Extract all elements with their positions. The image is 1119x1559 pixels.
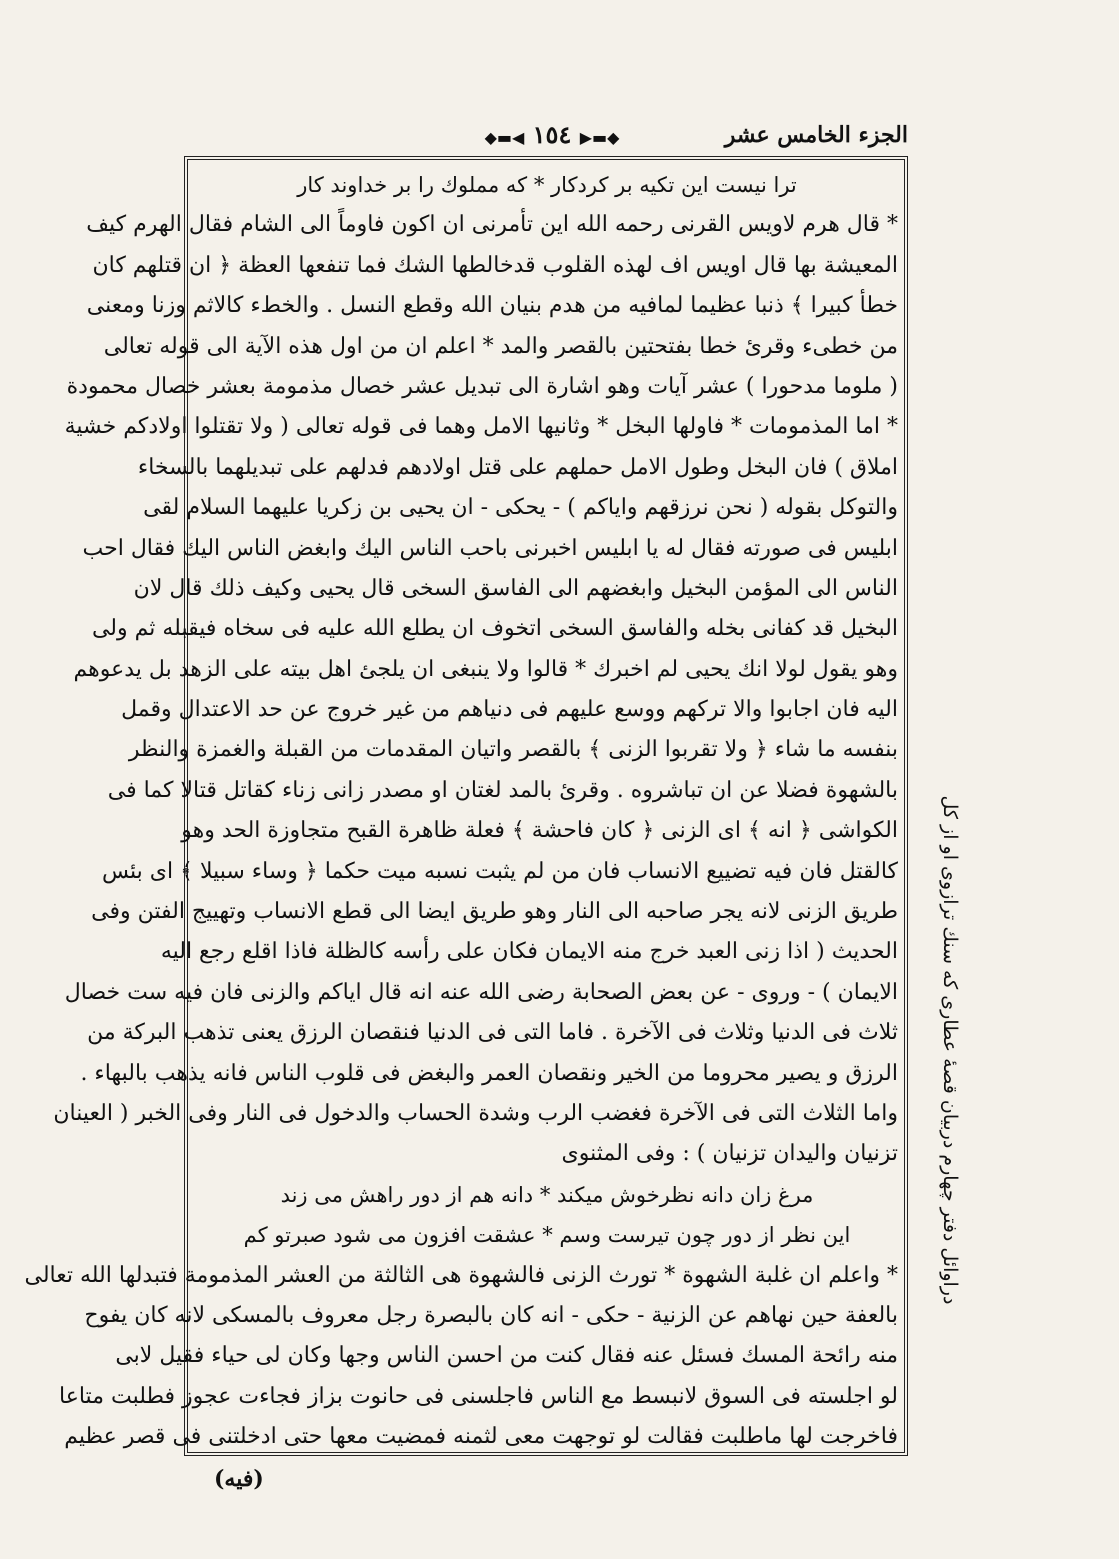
text-line: الرزق و یصیر محروما من الخیر ونقصان العمر والبغض فی قلوب الناس فانه یذهب بالبهاء .: [80, 1060, 898, 1086]
page-number-group: [452, 120, 652, 149]
running-head: الجزء الخامس عشر: [724, 122, 908, 148]
ornament-right-icon: ◆▬▶: [579, 128, 620, 147]
text-line: والتوكل بقوله ( نحن نرزقهم وایاكم ) - یحكی - ان یحیی بن زكریا علیهما السلام لقی: [143, 495, 898, 521]
text-line: منه رائحة المسك فسئل عنه فقال كنت من احسن الناس وجها وكان لی حیاء فقیل لابی: [115, 1343, 898, 1369]
verse-middle: مرغ زان دانه نظرخوش میكند * دانه هم از دور راهش می زند: [280, 1182, 814, 1207]
text-line-short: تزنیان والیدان تزنیان ) : وفی المثنوی: [561, 1141, 898, 1167]
text-line: الحدیث ( اذا زنی العبد خرج منه الایمان فكان علی رأسه كالظلة فاذا اقلع رجع الیه: [160, 939, 898, 965]
text-line: لو اجلسته فی السوق لانبسط مع الناس فاجلسنی فی حانوت بزاز فجاءت عجوز فطلبت متاعا: [59, 1383, 898, 1409]
text-line: * اما المذمومات * فاولها البخل * وثانیها الامل وهما فی قوله تعالی ( ولا تقتلوا اولادكم خشیة: [64, 414, 898, 440]
catchword: (فیه): [214, 1466, 264, 1492]
text-line: بنفسه ما شاء ﴿ ولا تقربوا الزنی ﴾ بالقصر واتیان المقدمات من القبلة والغمزة والنظر: [128, 737, 898, 763]
text-line: بالعفة حین نهاهم عن الزنیة - حكی - انه كان بالبصرة رجل معروف بالمسكی لانه كان یفوح: [84, 1302, 898, 1328]
text-line: الایمان ) - وروی - عن بعض الصحابة رضی الله عنه انه قال ایاكم والزنی فان فیه ست خصال: [64, 979, 898, 1005]
text-line: الناس الی المؤمن البخیل وابغضهم الی الفاسق السخی قال یحیی وكیف ذلك قال لان: [133, 575, 898, 601]
verse-top: ترا نیست این تکیه بر کردکار * که مملوك را بر خداوند کار: [297, 173, 797, 197]
page-number: ١٥٤: [532, 120, 572, 149]
text-line: الكواشی ﴿ انه ﴾ ای الزنی ﴿ كان فاحشة ﴾ فعلة ظاهرة القبح متجاوزة الحد وهو: [181, 818, 898, 844]
text-line: وهو یقول لولا انك یحیی لم اخبرك * قالوا ولا ینبغی ان یلجئ اهل بیته علی الزهد بل یدعوهم: [73, 656, 898, 682]
text-line: ابلیس فی صورته فقال له یا ابلیس اخبرنی باحب الناس الیك وابغض الناس الیك فقال احب: [82, 535, 898, 561]
text-line: المعیشة بها قال اویس اف لهذه القلوب قدخالطها الشك فما تنفعها العظة ﴿ ان قتلهم كان: [92, 252, 898, 278]
main-text: [24, 165, 898, 1458]
text-line: ثلاث فی الدنیا وثلاث فی الآخرة . فاما التی فی الدنیا فنقصان الرزق یعنی تذهب البركة من: [87, 1020, 898, 1046]
text-line: * قال هرم لاويس القرنی رحمه الله این تأمرنی ان اكون فاوماً الی الشام فقال الهرم كیف: [86, 212, 898, 238]
page-header: [184, 118, 908, 156]
margin-note-text: دراوائل دفتر چهارم دربیان قصهٔ عطاری كه سنك ترازوی او از كل: [939, 795, 961, 1305]
text-line: ( ملوما مدحورا ) عشر آیات وهو اشارة الی تبدیل عشر خصال مذمومة بعشر خصال محمودة: [66, 373, 898, 399]
ornament-left-icon: ◀▬◆: [484, 128, 525, 147]
text-line: * واعلم ان غلبة الشهوة * تورث الزنی فالشهوة هی الثالثة من العشر المذمومة فتبدلها الله تعالی: [24, 1262, 898, 1288]
text-line: بالشهوة فضلا عن ان تباشروه . وقرئ بالمد لغتان او مصدر زانی زناء كقاتل قتالا كما فی: [107, 777, 898, 803]
text-line: طریق الزنی لانه یجر صاحبه الی النار وهو طریق ایضا الی قطع الانساب وتهییج الفتن وفی: [91, 899, 898, 925]
margin-note: [930, 680, 970, 1420]
text-line: واما الثلاث التی فی الآخرة فغضب الرب وشدة الحساب والدخول فی النار وفی الخبر ( العینان: [53, 1100, 898, 1126]
text-line: كالقتل فان فیه تضییع الانساب فان من لم یثبت نسبه میت حكما ﴿ وساء سبیلا ﴾ ای بئس: [101, 858, 898, 884]
text-line: فاخرجت لها ماطلبت فقالت لو توجهت معی لثمنه فمضیت معها حتی ادخلتنی فی قصر عظیم: [64, 1424, 898, 1450]
text-line: البخیل قد كفانی بخله والفاسق السخی اتخوف ان یطلع الله علیه فی سخاه فیقبله ثم ولی: [91, 616, 898, 642]
text-line: الیه فان اجابوا والا تركهم ووسع علیهم فی دنیاهم من غیر خروج عن حد الاعتدال وقمل: [121, 697, 898, 723]
text-line: خطأ كبيرا ﴾ ذنبا عظیما لمافیه من هدم بنیان الله وقطع النسل . والخطء كالاثم وزنا ومعنى: [86, 293, 898, 319]
text-line: املاق ) فان البخل وطول الامل حملهم علی قتل اولادهم فدلهم علی تبدیلهما بالسخاء: [137, 454, 898, 480]
text-line: من خطیء وقرئ خطا بفتحتين بالقصر والمد * اعلم ان من اول هذه الآية الی قوله تعالی: [103, 333, 898, 359]
verse-middle: این نظر از دور چون تیرست وسم * عشقت افزون می شود صبرتو كم: [243, 1223, 851, 1248]
